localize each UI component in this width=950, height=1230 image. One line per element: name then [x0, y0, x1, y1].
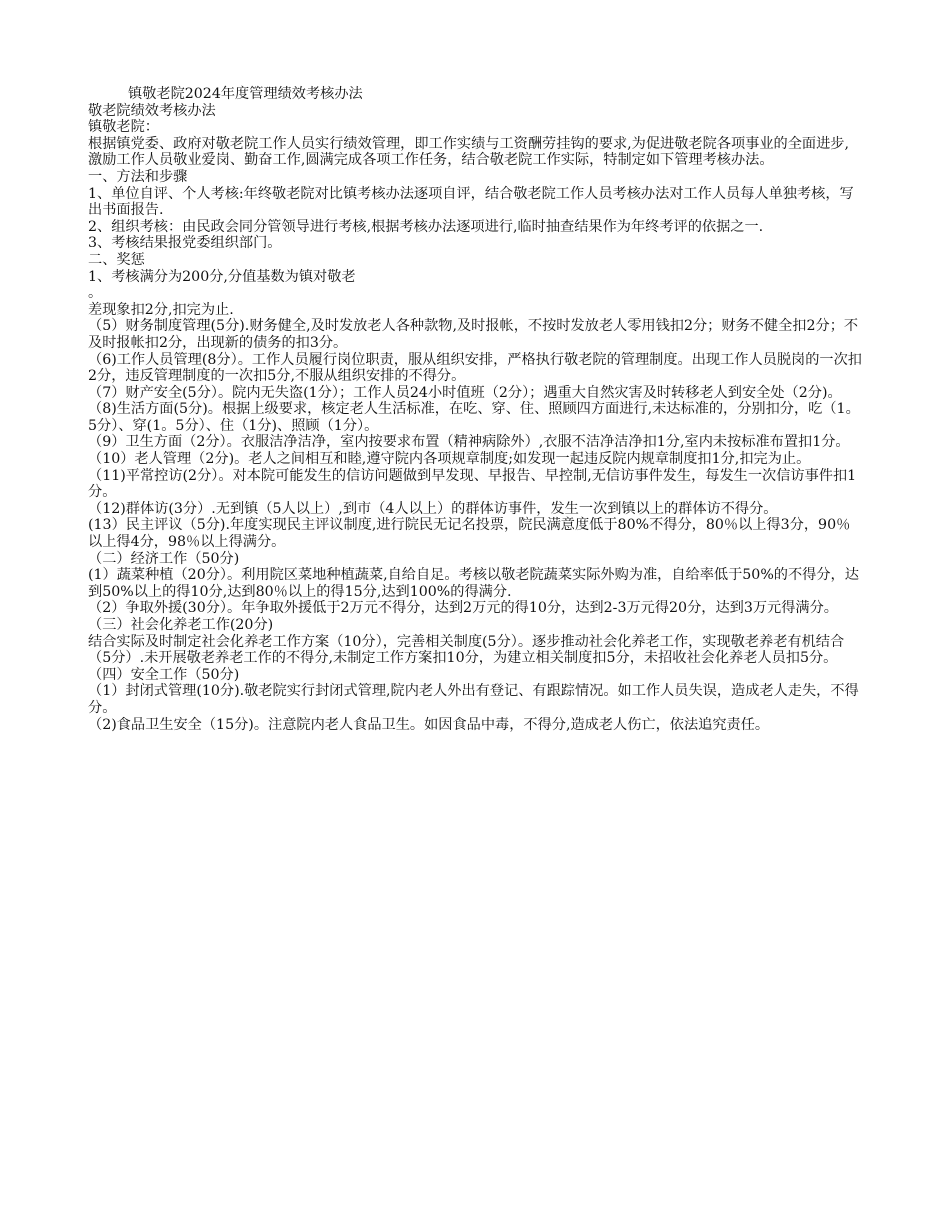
paragraph: （7）财产安全(5分）。院内无失盗(1分）；工作人员24小时值班（2分）；遇重大自然灾害及时转移老人到安全处（2分)。 [88, 384, 842, 401]
paragraph: 一、方法和步骤 [88, 168, 188, 185]
paragraph: 敬老院绩效考核办法 [88, 102, 216, 119]
paragraph: （8)生活方面(5分)。根据上级要求，核定老人生活标准，在吃、穿、住、照顾四方面进行,未达标准的，分别扣分，吃（1。5分）、穿(1。5分）、住（1分)、照顾（1分）。 [88, 401, 860, 434]
paragraph: （1）封闭式管理(10分).敬老院实行封闭式管理,院内老人外出有登记、有跟踪情况。如工作人员失误，造成老人走失，不得分。 [88, 683, 859, 716]
document-title: 镇敬老院2024年度管理绩效考核办法 [128, 86, 363, 102]
paragraph: （四）安全工作（50分) [88, 666, 240, 683]
paragraph: （5）财务制度管理(5分).财务健全,及时发放老人各种款物,及时报帐，不按时发放老人零用钱扣2分；财务不健全扣2分；不及时报帐扣2分，出现新的债务的扣3分。 [88, 318, 859, 351]
paragraph: （10）老人管理（2分)。老人之间相互和睦,遵守院内各项规章制度;如发现一起违反院内规章制度扣1分,扣完为止。 [88, 451, 811, 468]
paragraph: 2、组织考核：由民政会同分管领导进行考核,根据考核办法逐项进行,临时抽查结果作为年终考评的依据之一. [88, 218, 764, 235]
paragraph: （11)平常控访(2分）。对本院可能发生的信访问题做到早发现、早报告、早控制,无信访事件发生，每发生一次信访事件扣1分。 [88, 467, 857, 501]
paragraph: （2）争取外援(30分）。年争取外援低于2万元不得分，达到2万元的得10分，达到2-3万元得20分，达到3万元得满分。 [88, 600, 838, 617]
paragraph: 1、考核满分为200分,分值基数为镇对敬老 [88, 268, 356, 285]
paragraph: (1）蔬菜种植（20分）。利用院区菜地种植蔬菜,自给自足。考核以敬老院蔬菜实际外购为准，自给率低于50%的不得分，达到50%以上的得10分,达到80％以上的得15分,达到100%的得满分. [88, 567, 859, 600]
document-body [88, 103, 862, 734]
paragraph: 二、奖惩 [88, 251, 145, 268]
paragraph: （二）经济工作（50分) [88, 550, 240, 567]
paragraph: (13）民主评议（5分).年度实现民主评议制度,进行院民无记名投票，院民满意度低于80%不得分，80％以上得3分，90％以上得4分，98％以上得满分。 [88, 517, 851, 551]
paragraph: 1、单位自评、个人考核:年终敬老院对比镇考核办法逐项自评，结合敬老院工作人员考核办法对工作人员每人单独考核，写出书面报告. [88, 185, 854, 219]
paragraph: 差现象扣2分,扣完为止. [88, 301, 234, 318]
paragraph: 根据镇党委、政府对敬老院工作人员实行绩效管理，即工作实绩与工资酬劳挂钩的要求,为促进敬老院各项事业的全面进步,激励工作人员敬业爱岗、勤奋工作,圆满完成各项工作任务，结合敬老院工作实际，特制定如下管理考核办法。 [88, 135, 849, 169]
paragraph: （6)工作人员管理(8分）。工作人员履行岗位职责，服从组织安排，严格执行敬老院的管理制度。出现工作人员脱岗的一次扣2分，违反管理制度的一次扣5分,不服从组织安排的不得分。 [88, 351, 862, 385]
paragraph: （9）卫生方面（2分）。衣服洁净洁净，室内按要求布置（精神病除外）,衣服不洁净洁净扣1分,室内未按标准布置扣1分。 [88, 434, 850, 451]
paragraph: （2)食品卫生安全（15分)。注意院内老人食品卫生。如因食品中毒，不得分,造成老人伤亡，依法追究责任。 [88, 716, 770, 733]
paragraph: 。 [88, 285, 103, 302]
paragraph: 镇敬老院： [88, 119, 159, 136]
paragraph: （12)群体访(3分）.无到镇（5人以上）,到市（4人以上）的群体访事件，发生一次到镇以上的群体访不得分。 [88, 500, 778, 517]
paragraph: 结合实际及时制定社会化养老工作方案（10分），完善相关制度(5分）。逐步推动社会化养老工作，实现敬老养老有机结合（5分）.未开展敬老养老工作的不得分,未制定工作方案扣10分，为建立相关制度扣5分，未招收社会化养老人员扣5分。 [88, 633, 845, 667]
paragraph: 3、考核结果报党委组织部门。 [88, 235, 282, 252]
paragraph: （三）社会化养老工作(20分) [88, 617, 274, 633]
